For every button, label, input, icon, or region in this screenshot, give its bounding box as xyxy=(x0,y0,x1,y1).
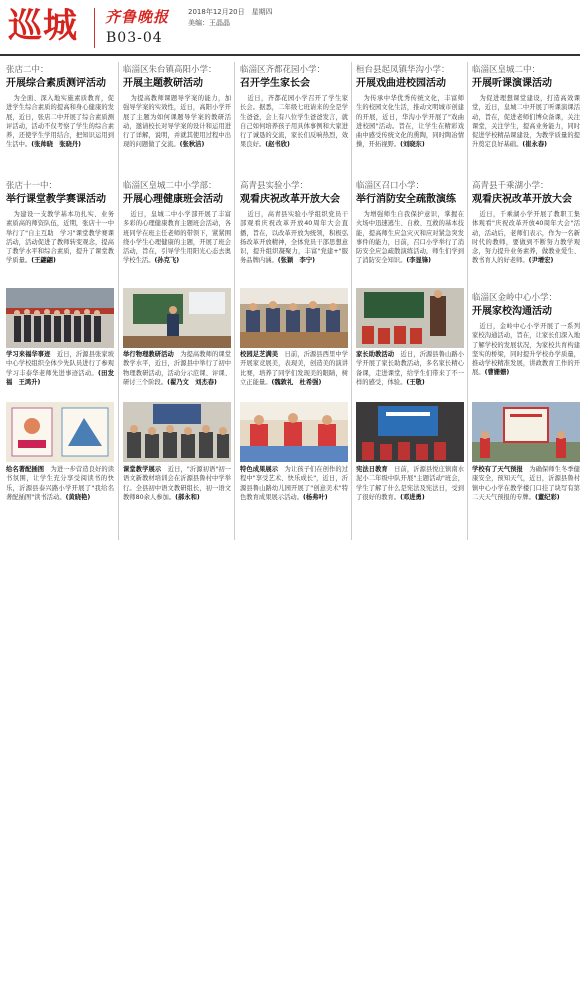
article-title: 开展主题教研活动 xyxy=(123,78,203,89)
photo-teaching-demo xyxy=(123,402,231,462)
page-number: B03-04 xyxy=(106,30,163,46)
article-author: (孙克飞) xyxy=(154,257,180,265)
article-body: 为传承中华优秀传统文化，丰富师生的校园文化生活，推动文明城市创建的开展，近日，华沟小学开展了"戏曲进校园"活动。旨在，让学生在精彩戏曲中感受传统文化的熏陶，同时陶冶情操，开拓视野。(刘晓东) xyxy=(356,95,464,149)
article-author: (李显锋) xyxy=(406,257,432,265)
article-source: 临淄区金岭中心小学： xyxy=(472,293,558,303)
article-body: 近日，千乘湖小学开展了教职工集体观看"庆祝改革开放40周年大会"活动，活动后，老师们表示，作为一名新时代的教师，要做到不断努力教学观念，努力提升业务素养，做教业爱生、教书育人的好老师。(尹增宏) xyxy=(472,211,580,265)
article xyxy=(472,292,580,378)
article xyxy=(123,180,231,266)
article-title: 举行消防安全疏散演练 xyxy=(356,194,456,205)
column-divider xyxy=(118,62,119,540)
caption-author: (杨弗叶) xyxy=(302,493,328,501)
caption-author: (董纪彩) xyxy=(534,493,560,501)
article-body: 为建设一支教学基本功扎实、业务素质高的师资队伍，近期，张店十一中举行了"自主互助 学习"课堂教学赛课活动，活动促进了教师转变观念，提高了教学水平和综合素质，提升了课堂教学质量。(王翩翩) xyxy=(6,211,114,265)
article-title: 开展综合素质测评活动 xyxy=(6,78,106,89)
article-title: 开展听课演课活动 xyxy=(472,78,552,89)
caption-title: 学校有了天气预报 xyxy=(472,466,523,473)
photo-constitution-class xyxy=(356,402,464,462)
article xyxy=(472,180,580,266)
photo-caption: 校园足芝满美 日前，沂源县西里中学开展家竞展美，表现美，创造美的演讲比赛，培养了同学们发现美的眼睛，树立正能量。(魏敦礼 杜希强) xyxy=(240,351,349,386)
article-author: (王翩翩) xyxy=(31,257,56,265)
header-rule xyxy=(0,54,580,56)
article-source: 临淄区皇城二中小学部： xyxy=(123,181,217,191)
article-body: 近日，齐都花园小学召开了学生家长会。据悉，二年级七班请来的全是学生爸爸，会上有八位学生爸爸发言，就自己如何培养孩子用具体事例和大家进行了诚恳的交流，家长们反响热烈，效果良好。(赵书欣) xyxy=(240,95,348,149)
article-source: 高青县千乘湖小学： xyxy=(472,181,549,191)
article xyxy=(472,64,580,150)
caption-title: 特色成果展示 xyxy=(240,466,279,473)
page-header xyxy=(0,0,580,56)
editor-credit: 美编：王晶晶 xyxy=(188,19,230,27)
article-source: 张店二中： xyxy=(6,65,49,75)
header-divider xyxy=(94,8,95,48)
caption-title: 家长助教活动 xyxy=(356,351,395,358)
article-author: (曹姗姗) xyxy=(484,369,510,377)
caption-title: 宪法日教育 xyxy=(356,466,388,473)
article-title: 观看庆祝改革开放大会 xyxy=(472,194,572,205)
photo-classroom xyxy=(123,288,231,348)
article-title: 开展家校沟通活动 xyxy=(472,306,552,317)
article-source: 桓台县起凤镇华沟小学： xyxy=(356,65,450,75)
article-author: (张颖 李宁) xyxy=(277,257,316,265)
article-author: (张秋洁) xyxy=(179,141,205,149)
photo-weather-board xyxy=(472,402,580,462)
article xyxy=(356,64,464,150)
article xyxy=(240,180,348,266)
article-source: 临淄区朱台镇高阳小学： xyxy=(123,65,217,75)
article-source: 临淄区皇城二中： xyxy=(472,65,541,75)
article-body: 近日，皇城二中小学部开展了丰富多彩的心理健康教育主题班会活动，各班同学在班主任老师的带领下，紧紧围绕小学生心理健康的主题，开展了班会活动，旨在，引导学生用阳光心态去奥学校生活。(孙克飞) xyxy=(123,211,231,265)
article-source: 临淄区齐都花园小学： xyxy=(240,65,326,75)
newspaper-logo: 齐鲁晚报 xyxy=(105,8,170,26)
photo-caption: 宪法日教育 日前，沂源县悦庄镇南水泥小二年级中队开展"主题活动"班会，学生了解了什么是宪法及宪法日，受到了很好的教育。(邓进勇) xyxy=(356,466,465,501)
article-title: 召开学生家长会 xyxy=(240,78,310,89)
article-title: 开展戏曲进校园活动 xyxy=(356,78,446,89)
article xyxy=(356,180,464,266)
caption-author: (黄晓艳) xyxy=(65,493,91,501)
caption-author: (郝永和) xyxy=(175,493,200,501)
column-divider xyxy=(234,62,235,540)
article-title: 观看庆祝改革开放大会 xyxy=(240,194,340,205)
photo-students-writing xyxy=(240,288,348,348)
photo-caption: 给名著配插图 为进一步营造良好的读书氛围，让学生充分享受阅读书的快乐，沂源县泰兴路小学开展了"我给名著配插图"读书活动。(黄晓艳) xyxy=(6,466,115,501)
article-author: (刘晓东) xyxy=(400,141,425,149)
photo-group-portrait xyxy=(6,288,114,348)
caption-author: (田发福 王鸿升) xyxy=(6,369,115,386)
caption-title: 校园足芝满美 xyxy=(240,351,279,358)
article xyxy=(123,64,231,150)
caption-author: (魏敦礼 杜希强) xyxy=(271,378,322,386)
article-author: (崔永春) xyxy=(522,141,548,149)
article-body: 为提高教师课题导学案的能力，加强导学案的实效性，近日，高阳小学开展了主题为如何课题导学案的教研活动，邀请校长对导学案的设计和运用进行了详解，说明，并就其使用过程中出现的问题做了交流。(张秋洁) xyxy=(123,95,231,149)
article-author: (尹增宏) xyxy=(528,257,554,265)
caption-title: 学习来福华事迹 xyxy=(6,351,51,358)
article-title: 开展心理健康班会活动 xyxy=(123,194,223,205)
caption-author: (邓进勇) xyxy=(400,493,425,501)
photo-kids-art xyxy=(240,402,348,462)
column-divider xyxy=(467,62,468,540)
photo-caption: 课堂教学展示 近日，"沂源初语"初一语文新教材培训会在沂源县鲁村中学举行。全县初中语文教研组长，初一语文教师80余人参加。(郝永和) xyxy=(123,466,232,501)
caption-author: (翟乃文 刘杰春) xyxy=(167,378,217,386)
article xyxy=(240,64,348,150)
photo-parent-teaching xyxy=(356,288,464,348)
column-divider xyxy=(351,62,352,540)
article-author: (赵书欣) xyxy=(265,141,290,149)
caption-title: 给名著配插图 xyxy=(6,466,45,473)
article-source: 张店十一中： xyxy=(6,181,58,191)
article-author: (张帅晓 张晓丹) xyxy=(31,141,82,149)
photo-caption: 特色成果展示 为让孩子们在创作的过程中"享受艺术、快乐成长"，近日，沂源县鲁山路幼儿园开展了"创意美术"特色教育成果展示活动。(杨弗叶) xyxy=(240,466,349,501)
article-body: 近日，高青县实验小学组织党员干部观看庆祝改革开放40周年大会直播，旨在，以改革开放为统领，积极弘扬改革开放精神，全体党员干部思想意识，提升组织凝聚力，丰富"党建+"服务品牌内涵。(张颖 李宁) xyxy=(240,211,348,265)
article-body: 近日，金岭中心小学开展了一系列家校沟通活动，旨在，让家长们深入地了解学校的发展状况，为家校共育构建坚实的桥梁，同时提升学校办学质量，推动学校精准发展，讲政教育工作的开展。(曹姗姗) xyxy=(472,323,580,377)
article-body: 为全面、深入地实施素质教育，促进学生综合素质的提高和身心健康的发展，近日，张店二中开展了综合素质测评活动，活动不仅考察了学生的综合素养，还使学生学用结合，把知识运用到生活中。(张帅晓 张晓丹) xyxy=(6,95,114,149)
caption-title: 举行物理教研活动 xyxy=(123,351,174,358)
photo-caption: 学校有了天气预报 为确保师生冬季健康安全，预知天气，近日，沂源县鲁村镇中心小学在教学楼门口挂了块写有第二天天气预报的专牌。(董纪彩) xyxy=(472,466,580,501)
article-source: 临淄区召口小学： xyxy=(356,181,425,191)
article-title: 举行课堂教学赛课活动 xyxy=(6,194,106,205)
article xyxy=(6,180,114,266)
article-source: 高青县实验小学： xyxy=(240,181,309,191)
article-body: 为增强师生自我保护意识，掌握在火场中迅速逃生、自救、互救的基本技能，提高师生应急灾灭和应对紧急突发事件的能力，日前，召口小学举行了消防安全应急疏散演练活动，师生们学到了消防安全知识。(李显锋) xyxy=(356,211,464,265)
article xyxy=(6,64,114,150)
issue-date: 2018年12月20日 星期四 xyxy=(188,8,273,16)
photo-caption: 举行物理教研活动 为提高教师的课堂教学水平，近日，沂源县中举行了初中物理教研活动，活动分示范课、评课、研讨三个阶段。(翟乃文 刘杰春) xyxy=(123,351,232,386)
article-body: 为促进理想课堂建设，打造高效课堂，近日，皇城二中开展了听课演课活动，旨在，促进老师们博众备课，关注课堂，关注学生，提高业务能力，同时促进学校精品课建设，为教学质量的提升奠定良好基础。(崔永春) xyxy=(472,95,580,149)
caption-author: (王敬) xyxy=(406,378,425,386)
photo-illustration-drawing xyxy=(6,402,114,462)
caption-title: 课堂教学展示 xyxy=(123,466,162,473)
photo-caption: 学习来福华事迹 近日，沂源县张家坡中心学校组织全体少先队员进行了参观学习丰泰华老师先进事迹活动。(田发福 王鸿升) xyxy=(6,351,115,386)
photo-caption: 家长助教活动 近日，沂源县鲁山路小学开展了家长助教活动，多名家长精心备课，走进课堂，给学生们带来了不一样的感受，体验。(王敬) xyxy=(356,351,465,386)
section-title: 巡城 xyxy=(8,6,78,46)
